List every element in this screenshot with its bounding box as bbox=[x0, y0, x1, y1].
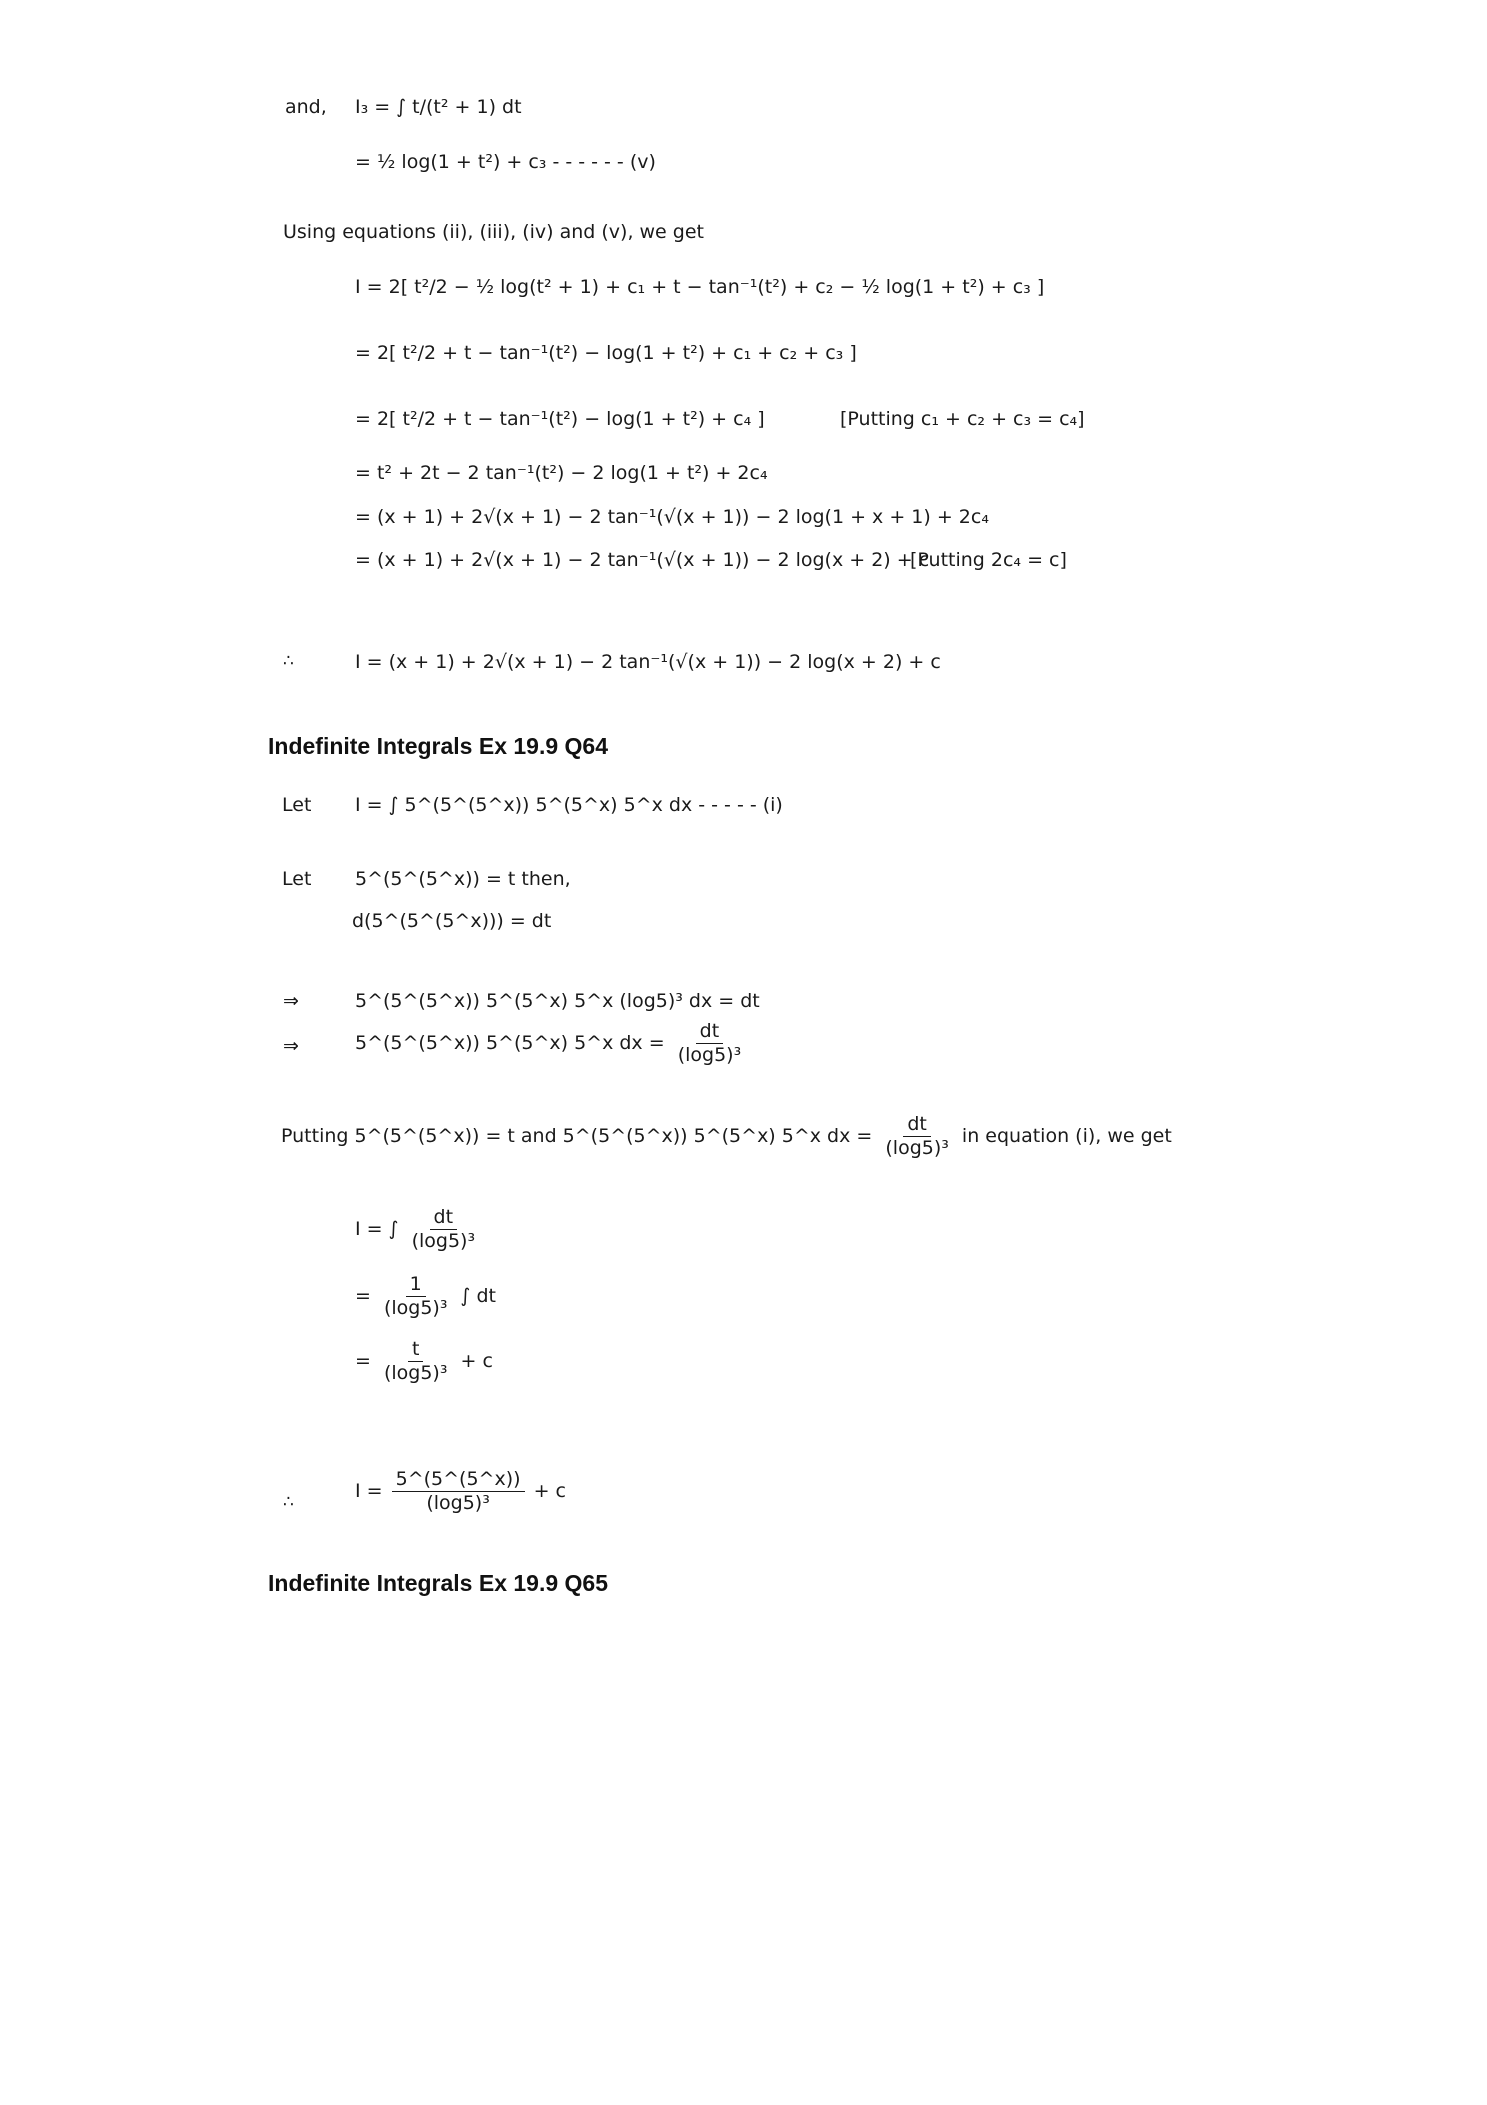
integral-step-2-fraction bbox=[380, 1275, 452, 1318]
using-equations-text: Using equations (ii), (iii), (iv) and (v), we get bbox=[283, 221, 704, 243]
final-answer-q64 bbox=[355, 1470, 566, 1513]
integral-definition: I = ∫ 5^(5^(5^x)) 5^(5^x) 5^x dx - - - - - (i) bbox=[355, 794, 783, 816]
fraction-numerator: dt bbox=[903, 1115, 931, 1137]
fraction-denominator: (log5)³ bbox=[885, 1137, 949, 1159]
expansion-step-6: = (x + 1) + 2√(x + 1) − 2 tan⁻¹(√(x + 1)) − 2 log(x + 2) + c bbox=[355, 549, 930, 571]
integral-step-1-fraction bbox=[408, 1208, 480, 1251]
final-answer-lhs: I = bbox=[355, 1480, 383, 1502]
integral-step-2-lhs: = bbox=[355, 1285, 371, 1307]
i3-definition: I₃ = ∫ t/(t² + 1) dt bbox=[355, 96, 522, 118]
putting-sentence bbox=[281, 1115, 1172, 1158]
fraction-denominator: (log5)³ bbox=[383, 1297, 448, 1319]
final-answer-q63: I = (x + 1) + 2√(x + 1) − 2 tan⁻¹(√(x + 1)) − 2 log(x + 2) + c bbox=[355, 651, 941, 673]
differential: d(5^(5^(5^x))) = dt bbox=[352, 910, 552, 932]
integral-step-3-lhs: = bbox=[355, 1350, 371, 1372]
expansion-step-5: = (x + 1) + 2√(x + 1) − 2 tan⁻¹(√(x + 1)) − 2 log(1 + x + 1) + 2c₄ bbox=[355, 506, 989, 528]
putting-fraction bbox=[881, 1115, 953, 1158]
fraction-numerator: t bbox=[408, 1340, 423, 1362]
heading-q64: Indefinite Integrals Ex 19.9 Q64 bbox=[268, 733, 609, 759]
implies-symbol-2: ⇒ bbox=[283, 1035, 299, 1057]
expansion-step-2: = 2[ t²/2 + t − tan⁻¹(t²) − log(1 + t²) + c₁ + c₂ + c₃ ] bbox=[355, 342, 857, 364]
fraction-numerator: dt bbox=[430, 1208, 458, 1230]
expansion-step-4: = t² + 2t − 2 tan⁻¹(t²) − 2 log(1 + t²) + 2c₄ bbox=[355, 462, 768, 484]
integral-step-1 bbox=[355, 1208, 482, 1251]
integral-step-3 bbox=[355, 1340, 493, 1383]
implication-2-fraction bbox=[674, 1022, 746, 1065]
let-label-1: Let bbox=[282, 794, 312, 816]
expansion-step-1: I = 2[ t²/2 − ½ log(t² + 1) + c₁ + t − tan⁻¹(t²) + c₂ − ½ log(1 + t²) + c₃ ] bbox=[355, 276, 1045, 298]
fraction-denominator: (log5)³ bbox=[677, 1044, 742, 1066]
constant-note-c4: [Putting c₁ + c₂ + c₃ = c₄] bbox=[840, 408, 1085, 430]
expansion-step-3: = 2[ t²/2 + t − tan⁻¹(t²) − log(1 + t²) + c₄ ] bbox=[355, 408, 765, 430]
integral-step-1-lhs: I = ∫ bbox=[355, 1218, 399, 1240]
fraction-denominator: (log5)³ bbox=[411, 1230, 476, 1252]
integral-step-2-rhs: ∫ dt bbox=[460, 1285, 496, 1307]
heading-q65: Indefinite Integrals Ex 19.9 Q65 bbox=[268, 1570, 609, 1596]
fraction-numerator: 1 bbox=[406, 1275, 426, 1297]
and-label: and, bbox=[285, 96, 327, 118]
fraction-numerator: dt bbox=[696, 1022, 724, 1044]
substitution-def: 5^(5^(5^x)) = t then, bbox=[355, 868, 571, 890]
let-label-2: Let bbox=[282, 868, 312, 890]
fraction-numerator: 5^(5^(5^x)) bbox=[392, 1470, 525, 1492]
integral-step-2 bbox=[355, 1275, 496, 1318]
implies-symbol-1: ⇒ bbox=[283, 990, 299, 1012]
implication-2-lhs: 5^(5^(5^x)) 5^(5^x) 5^x dx = bbox=[355, 1032, 665, 1054]
putting-text-b: in equation (i), we get bbox=[961, 1125, 1172, 1147]
fraction-denominator: (log5)³ bbox=[426, 1492, 490, 1514]
implication-1: 5^(5^(5^x)) 5^(5^x) 5^x (log5)³ dx = dt bbox=[355, 990, 760, 1012]
fraction-denominator: (log5)³ bbox=[383, 1362, 448, 1384]
constant-note-c: [Putting 2c₄ = c] bbox=[910, 549, 1067, 571]
putting-text-a: Putting 5^(5^(5^x)) = t and 5^(5^(5^x)) 5^(5^x) 5^x dx = bbox=[281, 1125, 873, 1147]
final-answer-fraction bbox=[392, 1470, 525, 1513]
integral-step-3-rhs: + c bbox=[460, 1350, 493, 1372]
therefore-symbol: ∴ bbox=[283, 651, 294, 671]
therefore-symbol-q64: ∴ bbox=[283, 1492, 294, 1512]
implication-2 bbox=[355, 1022, 748, 1065]
final-answer-rhs: + c bbox=[533, 1480, 566, 1502]
i3-result: = ½ log(1 + t²) + c₃ - - - - - - (v) bbox=[355, 151, 656, 173]
integral-step-3-fraction bbox=[380, 1340, 452, 1383]
